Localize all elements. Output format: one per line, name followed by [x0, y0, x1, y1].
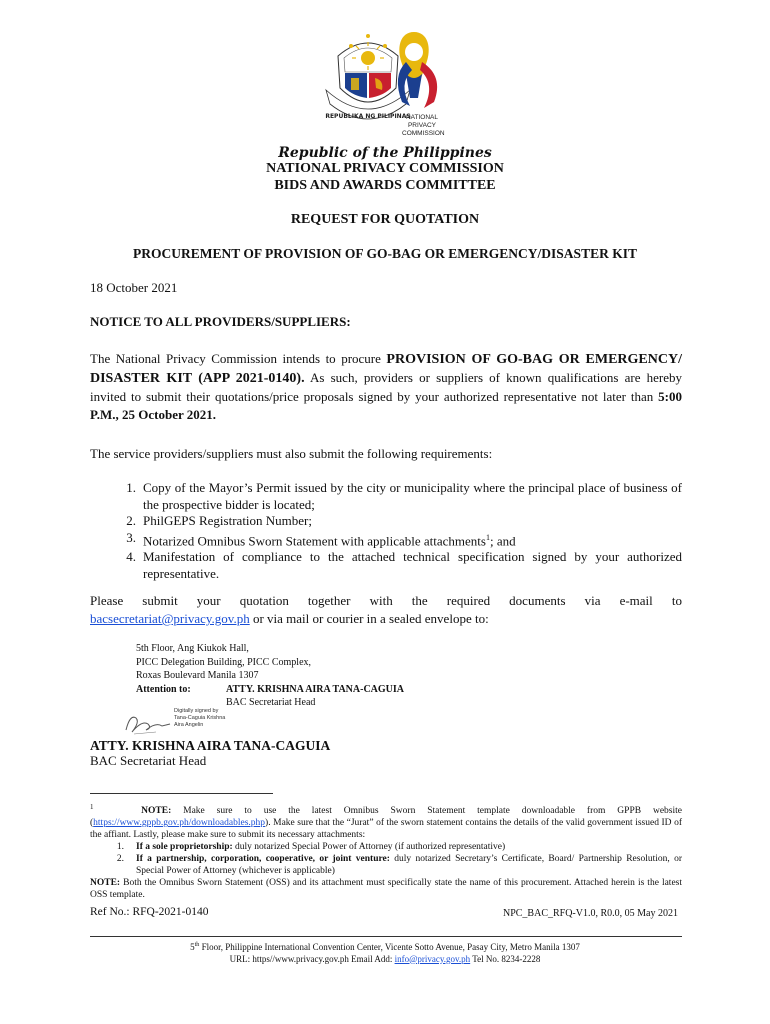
list-item: 3. Notarized Omnibus Sworn Statement with applicable attachments$^1$; and [126, 529, 516, 548]
seal-banner-text: REPUBLIKA NG PILIPINAS [325, 113, 411, 120]
signatory-title: BAC Secretariat Head [90, 753, 207, 768]
signature-scribble-icon [122, 708, 174, 738]
ref-number: Ref No.: RFQ-2021-0140 [90, 906, 209, 918]
list-item: 2. If a partnership, corporation, cooperative, or joint venture: duly notarized Secretary’s Certificate, Board/ Partnership Resolution, or Special Power of Attorney (whichever is applicable) [116, 854, 682, 877]
bac-email-link[interactable]: bacsecretariat@privacy.gov.ph [90, 611, 250, 626]
requirements-list [90, 480, 682, 582]
footer-email-link[interactable]: info@privacy.gov.ph [394, 953, 471, 964]
document-title: REQUEST FOR QUOTATION [290, 212, 480, 227]
npc-logo-text: NATIONAL PRIVACY COMMISSION [402, 114, 445, 137]
republic-heading: Republic of the Philippines [278, 145, 492, 161]
list-item: 1. Copy of the Mayor’s Permit issued by the city or municipality where the principal place of business of the prospective bidder is located; [126, 480, 682, 512]
notice-heading: NOTICE TO ALL PROVIDERS/SUPPLIERS: [90, 314, 351, 329]
list-item: 4. Manifestation of compliance to the attached technical specification signed by your authorized representative. [126, 549, 682, 581]
document-date: 18 October 2021 [90, 280, 178, 295]
intro-paragraph: The National Privacy Commission intends to procure PROVISION OF GO-BAG OR EMERGENCY/ DISASTER KIT (APP 2021-0140). As such, providers or suppliers of known qualifications are hereby invited to submit their quotations/price proposals signed by your authorized representative not later than 5:00 P.M., 25 October 2021. [90, 351, 682, 422]
footnote-divider [90, 793, 273, 794]
requirements-intro: The service providers/suppliers must also submit the following requirements: [90, 446, 493, 461]
footer-divider [90, 936, 682, 937]
gppb-link[interactable]: https://www.gppb.gov.ph/downloadables.php [93, 818, 266, 829]
signatory-name: ATTY. KRISHNA AIRA TANA-CAGUIA [90, 738, 331, 753]
address-block: 5th Floor, Ang Kiukok Hall, PICC Delegation Building, PICC Complex, Roxas Boulevard Manila 1307 Attention to: ATTY. KRISHNA AIRA TANA-CAGUIA BAC Secretariat Head [136, 643, 404, 708]
submit-paragraph: Please submit your quotation together with the required documents via e-mail to bacsecretariat@privacy.gov.ph or via mail or courier in a sealed envelope to: [90, 593, 682, 626]
footer-address: 5th Floor, Philippine International Convention Center, Vicente Sotto Avenue, Pasay City, Metro Manila 1307 URL: https//www.privacy.gov.ph Email Add: info@privacy.gov.ph Tel No. 8234-2228 [190, 942, 580, 964]
footnote-ref: 1 [485, 532, 490, 542]
committee-heading: BIDS AND AWARDS COMMITTEE [274, 178, 496, 193]
org-heading: NATIONAL PRIVACY COMMISSION [266, 161, 504, 176]
npc-logo [318, 18, 450, 140]
digital-signature: Digitally signed by Tana-Caguia Krishna Aira Angelin [122, 706, 242, 740]
list-item: 2. PhilGEPS Registration Number; [126, 513, 312, 528]
list-item: 1. If a sole proprietorship: duly notarized Special Power of Attorney (if authorized representative) [116, 842, 506, 853]
footnote: $^1$ NOTE: Make sure to use the latest Omnibus Sworn Statement template downloadable from GPPB website (https://www.gppb.gov.ph/downloadables.php). Make sure that the “Jurat” of the sworn statement contains the details of the valid government issued ID of the affiant. Lastly, please make sure to submit its necessary attachments: 1. If a sole proprietorship: duly notarized Special Power of Attorney (if authorized representative) 2. If a partnership, corporation, cooperative, or joint venture: duly notarized Secretary’s Certificate, Board/ Partnership Resolution, or Special Power of Attorney (whichever is applicable) NOTE: Both the Omnibus Sworn Statement (OSS) and its attachment must specifically state the name of this procurement. Attached herein is the latest OSS template. [90, 803, 683, 901]
document-subtitle: PROCUREMENT OF PROVISION OF GO-BAG OR EMERGENCY/DISASTER KIT [133, 246, 637, 261]
doc-version: NPC_BAC_RFQ-V1.0, R0.0, 05 May 2021 [502, 908, 678, 919]
